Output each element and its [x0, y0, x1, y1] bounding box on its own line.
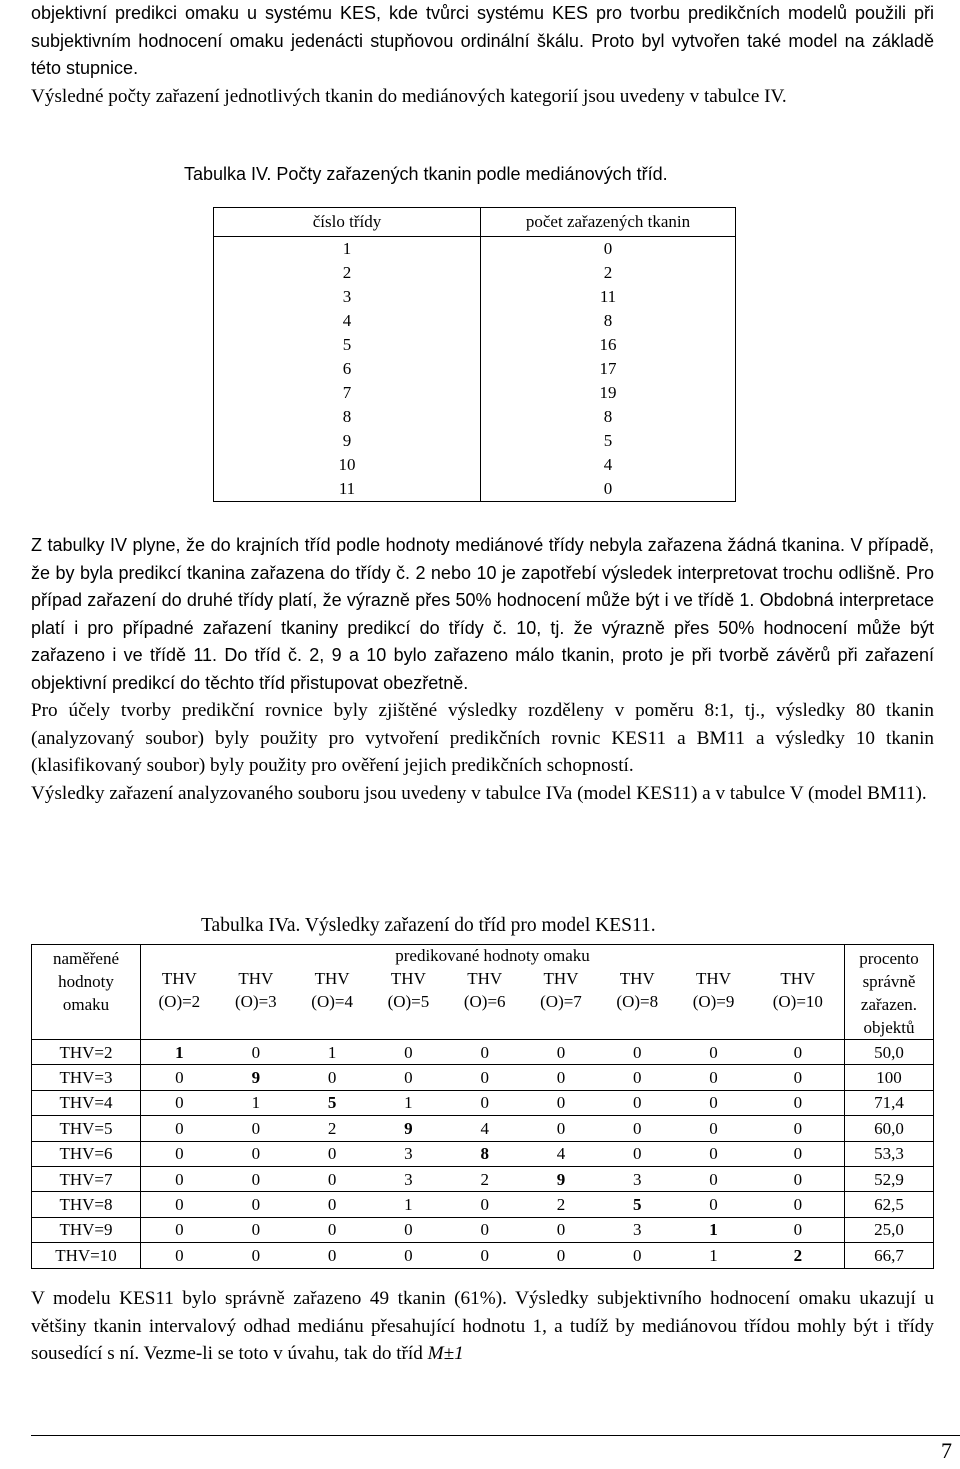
table4a-caption: Tabulka IVa. Výsledky zařazení do tříd pro model KES11. [201, 915, 656, 936]
table4a-cell: 0 [294, 1141, 370, 1166]
table4a-row-label: THV=9 [32, 1217, 141, 1242]
table4a-header-col [294, 967, 370, 1039]
table4-cell-count: 19 [481, 381, 736, 405]
table4a-cell: 0 [523, 1090, 599, 1115]
table4-row [214, 285, 736, 309]
table4a-cell: 0 [218, 1040, 294, 1065]
mid-para3: Výsledky zařazení analyzovaného souboru jsou uvedeny v tabulce IVa (model KES11) a v tabulce V (model BM11). [31, 782, 927, 804]
table4a-header-percent-line: správně [862, 972, 916, 991]
table4a-row-percent: 53,3 [845, 1141, 934, 1166]
table4a-header-measured-line: hodnoty [58, 972, 114, 991]
table4a-cell: 0 [370, 1065, 446, 1090]
table4a-cell: 0 [294, 1217, 370, 1242]
mid-para2: Pro účely tvorby predikční rovnice byly zjištěné výsledky rozděleny v poměru 8:1, tj., výsledky 80 tkanin (analyzovaný soubor) byly použity pro vytvoření predikčních rovnic KES11 a BM11 a výsledky 10 tkanin (klasifikovaný soubor) byly použity pro ověření jejich predikčních schopností. [31, 700, 934, 776]
table4a-header-percent-line: objektů [863, 1018, 915, 1037]
table4-row [214, 261, 736, 285]
table4a-cell: 0 [370, 1243, 446, 1268]
table4a-header-col-line: THV [696, 969, 731, 989]
table4a-body [32, 945, 934, 1269]
table4-cell-class: 2 [214, 261, 481, 285]
table4a-cell: 0 [218, 1141, 294, 1166]
table4a-cell: 3 [599, 1166, 675, 1191]
table4a-header-col [218, 967, 294, 1039]
table4a-header-col-line: (O)=4 [311, 992, 353, 1012]
table4a-cell: 0 [752, 1090, 845, 1115]
table4a-row [32, 1166, 934, 1191]
intro-text-sans: objektivní predikci omaku u systému KES, kde tvůrci systému KES pro tvorbu predikčních modelů použili při subjektivním hodnocení omaku jedenácti stupňovou ordinální škálu. Proto byl vytvořen také model na základě této stupnice. [31, 3, 934, 78]
table4a-header-measured [32, 945, 141, 1040]
table4a-header-col-line: (O)=2 [158, 992, 201, 1012]
table4-cell-count: 17 [481, 357, 736, 381]
table4a-cell: 0 [523, 1040, 599, 1065]
table4a-row-percent: 50,0 [845, 1040, 934, 1065]
table4a-row-label: THV=4 [32, 1090, 141, 1115]
table4a-cell: 0 [218, 1217, 294, 1242]
table4a-cell: 5 [599, 1192, 675, 1217]
table4a-header-col-line: (O)=9 [692, 992, 735, 1012]
table4a-header-col-line: (O)=3 [235, 992, 277, 1012]
table4a-cell: 0 [599, 1141, 675, 1166]
table4a-cell: 0 [447, 1090, 523, 1115]
table4a-header-cols [32, 967, 934, 1039]
table4a-cell: 0 [752, 1065, 845, 1090]
table4-cell-class: 5 [214, 333, 481, 357]
table4-cell-count: 5 [481, 429, 736, 453]
table4a [31, 944, 934, 1269]
end-paragraph [31, 1285, 934, 1368]
table4a-cell: 0 [141, 1065, 218, 1090]
table4a-cell: 9 [370, 1116, 446, 1141]
table4-cell-class: 7 [214, 381, 481, 405]
table4a-header-col-line: (O)=7 [540, 992, 582, 1012]
table4a-header-col-line: (O)=5 [387, 992, 430, 1012]
table4a-row-label: THV=3 [32, 1065, 141, 1090]
table4a-cell: 0 [141, 1166, 218, 1191]
table4a-cell: 0 [141, 1243, 218, 1268]
table4-header-count: počet zařazených tkanin [481, 208, 736, 237]
intro-paragraph [31, 0, 934, 110]
table4a-row-label: THV=5 [32, 1116, 141, 1141]
table4a-row [32, 1040, 934, 1065]
table4a-row-percent: 52,9 [845, 1166, 934, 1191]
table4a-cell: 4 [447, 1116, 523, 1141]
end-formula: M±1 [427, 1343, 464, 1364]
table4a-cell: 0 [294, 1166, 370, 1191]
table4a-cell: 1 [218, 1090, 294, 1115]
table4a-row-label: THV=7 [32, 1166, 141, 1191]
table4a-row [32, 1192, 934, 1217]
table4-cell-count: 16 [481, 333, 736, 357]
table4a-cell: 0 [675, 1065, 751, 1090]
table4a-cell: 0 [752, 1040, 845, 1065]
table4a-cell: 0 [447, 1065, 523, 1090]
table4a-cell: 0 [675, 1192, 751, 1217]
table4a-cell: 0 [599, 1243, 675, 1268]
table4a-cell: 0 [447, 1040, 523, 1065]
table4a-cell: 2 [447, 1166, 523, 1191]
table4a-cell: 0 [752, 1166, 845, 1191]
mid-para1: Z tabulky IV plyne, že do krajních tříd podle hodnoty mediánové třídy nebyla zařazena žádná tkanina. V případě, že by byla predikcí tkanina zařazena do třídy č. 2 nebo 10 je zapotřebí výsledek interpretovat trochu odlišně. Pro případ zařazení do druhé třídy platí, že výrazně přes 50% hodnocení může být i ve třídě 1. Obdobná interpretace platí i pro případné zařazení tkaniny predikcí do třídy č. 10, tj. že výrazně přes 50% hodnocení může být zařazeno i ve třídě 11. Do tříd č. 2, 9 a 10 bylo zařazeno málo tkanin, proto je při tvorbě závěrů při zařazení objektivní predikcí do těchto tříd přistupovat obezřetně. [31, 535, 934, 693]
table4a-cell: 1 [294, 1040, 370, 1065]
table4a-cell: 0 [218, 1192, 294, 1217]
table4a-cell: 0 [599, 1090, 675, 1115]
footer-divider [31, 1435, 960, 1436]
table4 [213, 207, 736, 502]
table4a-header-col-line: (O)=8 [616, 992, 659, 1012]
table4-cell-class: 1 [214, 237, 481, 262]
table4a-header-percent-line: procento [859, 949, 919, 968]
table4a-cell: 2 [752, 1243, 845, 1268]
table4a-cell: 3 [599, 1217, 675, 1242]
table4a-cell: 0 [447, 1217, 523, 1242]
table4-row [214, 381, 736, 405]
table4a-header-col-line: THV [543, 969, 579, 989]
table4a-row-label: THV=8 [32, 1192, 141, 1217]
table4-cell-count: 4 [481, 453, 736, 477]
table4a-cell: 5 [294, 1090, 370, 1115]
table4a-cell: 0 [294, 1192, 370, 1217]
table4a-row-percent: 66,7 [845, 1243, 934, 1268]
table4-cell-class: 9 [214, 429, 481, 453]
table4a-cell: 3 [370, 1141, 446, 1166]
table4-header-class: číslo třídy [214, 208, 481, 237]
table4-cell-count: 8 [481, 405, 736, 429]
table4a-cell: 0 [447, 1192, 523, 1217]
table4a-cell: 0 [294, 1065, 370, 1090]
table4a-header-col-line: THV [619, 969, 655, 989]
table4a-row [32, 1217, 934, 1242]
table4a-cell: 0 [599, 1116, 675, 1141]
table4a-row-label: THV=2 [32, 1040, 141, 1065]
table4a-cell: 1 [675, 1217, 751, 1242]
table4-row [214, 405, 736, 429]
table4a-row-label: THV=10 [32, 1243, 141, 1268]
table4-cell-count: 0 [481, 237, 736, 262]
table4a-cell: 0 [370, 1217, 446, 1242]
end-text: V modelu KES11 bylo správně zařazeno 49 tkanin (61%). Výsledky subjektivního hodnocení omaku ukazují u většiny tkanin intervalový odhad mediánu přesahující hodnotu 1, a tudíž by mediánovou třídou mohly být i třídy sousedící s ní. Vezme-li se toto v úvahu, tak do tříd [31, 1288, 934, 1364]
table4a-row-percent: 62,5 [845, 1192, 934, 1217]
table4-cell-class: 4 [214, 309, 481, 333]
intro-text-serif: Výsledné počty zařazení jednotlivých tkanin do mediánových kategorií jsou uvedeny v tabulce IV. [31, 85, 787, 107]
table4a-cell: 0 [599, 1040, 675, 1065]
table4a-cell: 0 [218, 1166, 294, 1191]
table4a-header-col [752, 967, 845, 1039]
table4-cell-class: 8 [214, 405, 481, 429]
table4-row [214, 429, 736, 453]
table4a-cell: 0 [752, 1141, 845, 1166]
table4a-row [32, 1090, 934, 1115]
table4-header-row [214, 208, 736, 237]
table4a-cell: 1 [675, 1243, 751, 1268]
table4a-row-percent: 71,4 [845, 1090, 934, 1115]
table4a-header-col-line: (O)=10 [772, 992, 823, 1012]
table4a-cell: 3 [370, 1166, 446, 1191]
table4a-cell: 0 [675, 1141, 751, 1166]
table4a-header-col [675, 967, 751, 1039]
table4a-cell: 0 [141, 1217, 218, 1242]
table4a-header-col-line: THV [238, 969, 274, 989]
table4a-header-col [599, 967, 675, 1039]
table4a-cell: 0 [141, 1141, 218, 1166]
table4a-row-percent: 25,0 [845, 1217, 934, 1242]
mid-paragraphs [31, 532, 934, 807]
table4-row [214, 333, 736, 357]
table4a-header-col [141, 967, 218, 1039]
table4a-header-col-line: THV [161, 969, 197, 989]
table4a-cell: 0 [218, 1243, 294, 1268]
table4a-cell: 4 [523, 1141, 599, 1166]
table4-row [214, 237, 736, 262]
table4a-cell: 0 [523, 1243, 599, 1268]
table4a-header-col-line: THV [314, 969, 350, 989]
table4a-cell: 1 [370, 1090, 446, 1115]
page-number: 7 [941, 1438, 952, 1463]
table4a-cell: 0 [141, 1192, 218, 1217]
table4a-cell: 0 [523, 1116, 599, 1141]
table4-row [214, 453, 736, 477]
table4a-header-col [370, 967, 446, 1039]
table4a-cell: 0 [370, 1040, 446, 1065]
table4a-cell: 1 [370, 1192, 446, 1217]
table4a-header-measured-line: omaku [62, 995, 110, 1014]
table4a-header-predicted: predikované hodnoty omaku [141, 945, 845, 968]
table4a-row-label: THV=6 [32, 1141, 141, 1166]
table4a-header-col-line: THV [780, 969, 816, 989]
table4-cell-class: 6 [214, 357, 481, 381]
table4a-header-col [447, 967, 523, 1039]
table4a-cell: 0 [675, 1166, 751, 1191]
table4a-cell: 0 [447, 1243, 523, 1268]
table4-row [214, 357, 736, 381]
table4-cell-count: 11 [481, 285, 736, 309]
table4a-cell: 2 [294, 1116, 370, 1141]
table4a-cell: 0 [675, 1040, 751, 1065]
table4a-cell: 1 [141, 1040, 218, 1065]
table4a-cell: 0 [141, 1090, 218, 1115]
table4a-header-col-line: THV [390, 969, 426, 989]
table4-cell-count: 2 [481, 261, 736, 285]
table4a-cell: 0 [294, 1243, 370, 1268]
table4a-cell: 0 [599, 1065, 675, 1090]
table4a-cell: 0 [523, 1065, 599, 1090]
table4a-row [32, 1116, 934, 1141]
table4a-cell: 9 [523, 1166, 599, 1191]
table4a-header-measured-line: naměřené [52, 949, 120, 968]
table4a-header-row [32, 945, 934, 968]
table4-row [214, 477, 736, 502]
table4a-row [32, 1141, 934, 1166]
table4-body [214, 237, 736, 502]
table4a-row-percent: 100 [845, 1065, 934, 1090]
table4a-cell: 0 [141, 1116, 218, 1141]
table4a-row [32, 1243, 934, 1268]
table4a-cell: 0 [218, 1116, 294, 1141]
table4a-cell: 0 [752, 1116, 845, 1141]
table4-cell-count: 0 [481, 477, 736, 502]
table4-cell-count: 8 [481, 309, 736, 333]
table4a-cell: 0 [523, 1217, 599, 1242]
table4a-cell: 8 [447, 1141, 523, 1166]
table4-cell-class: 10 [214, 453, 481, 477]
table4a-header-col [523, 967, 599, 1039]
table4a-header-percent [845, 945, 934, 1040]
table4-cell-class: 11 [214, 477, 481, 502]
table4a-cell: 0 [675, 1090, 751, 1115]
table4a-header-col-line: THV [467, 969, 503, 989]
table4a-header-col-line: (O)=6 [463, 992, 506, 1012]
table4a-cell: 9 [218, 1065, 294, 1090]
table4a-row [32, 1065, 934, 1090]
table4a-header-percent-line: zařazen. [860, 995, 918, 1014]
table4-row [214, 309, 736, 333]
table4a-cell: 0 [752, 1217, 845, 1242]
table4a-cell: 0 [752, 1192, 845, 1217]
table4a-cell: 2 [523, 1192, 599, 1217]
table4-caption: Tabulka IV. Počty zařazených tkanin podle mediánových tříd. [184, 164, 668, 184]
table4-cell-class: 3 [214, 285, 481, 309]
table4a-cell: 0 [675, 1116, 751, 1141]
table4a-row-percent: 60,0 [845, 1116, 934, 1141]
